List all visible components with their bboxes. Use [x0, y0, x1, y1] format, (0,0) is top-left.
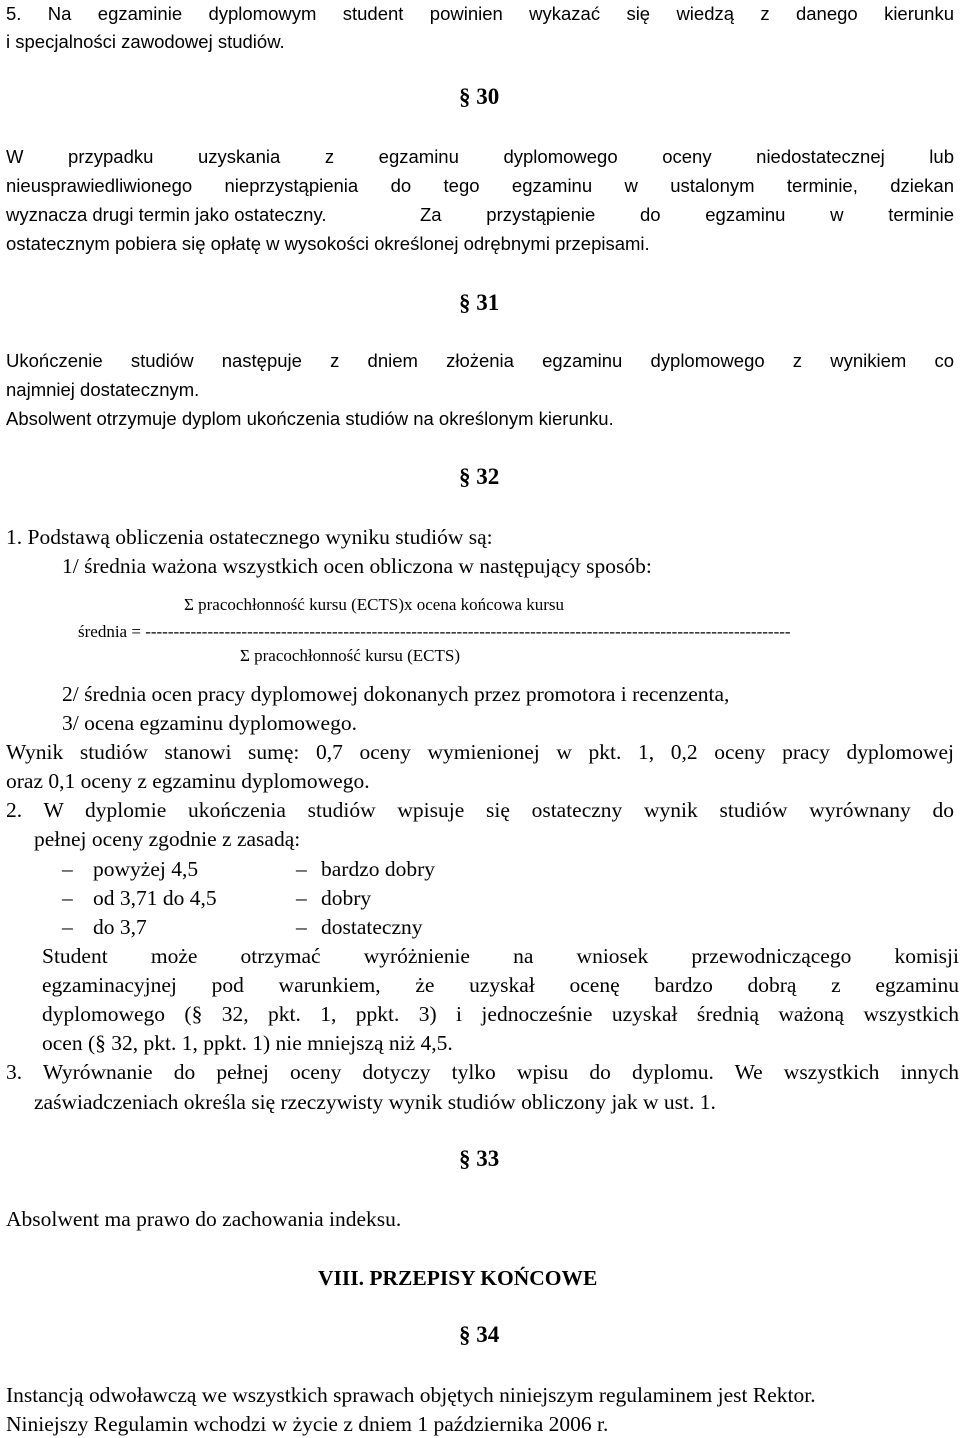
- grade-value: – bardzo dobry: [296, 857, 436, 881]
- s31-line-3: Absolwent otrzymuje dyplom ukończenia studiów na określonym kierunku.: [6, 408, 614, 429]
- formula-label: średnia =: [78, 622, 146, 641]
- grade-range: powyżej 4,5: [93, 857, 199, 881]
- grade-name: dostateczny: [321, 915, 423, 939]
- s30-line-4: ostatecznym pobiera się opłatę w wysokości określonej odrębnymi przepisami.: [6, 233, 650, 254]
- s30-line-2: nieusprawiedliwionego nieprzystąpienia do tego egzaminu w ustalonym terminie, dziekan: [6, 175, 954, 196]
- formula-line: [78, 618, 953, 646]
- s32-point-1-sub-2: 2/ średnia ocen pracy dyplomowej dokonanych przez promotora i recenzenta,: [62, 682, 730, 706]
- s30-line-3b: Za przystąpienie do egzaminu w terminie: [420, 204, 954, 225]
- s31-line-1: Ukończenie studiów następuje z dniem złożenia egzaminu dyplomowego z wynikiem co: [6, 350, 954, 371]
- s32-point-1: 1. Podstawą obliczenia ostatecznego wyniku studiów są:: [6, 525, 493, 549]
- s32-point-3-line-1: 3. Wyrównanie do pełnej oceny dotyczy tylko wpisu do dyplomu. We wszystkich innych: [6, 1060, 959, 1084]
- student-line-2: egzaminacyjnej pod warunkiem, że uzyskał ocenę bardzo dobrą z egzaminu: [42, 973, 959, 997]
- grade-range: od 3,71 do 4,5: [93, 886, 217, 910]
- point-5-line-1: 5. Na egzaminie dyplomowym student powinien wykazać się wiedzą z danego kierunku: [6, 3, 954, 24]
- grade-row: [62, 884, 217, 912]
- formula-numerator: Σ pracochłonność kursu (ECTS)x ocena końcowa kursu: [184, 595, 565, 614]
- dash-bullet: –: [62, 886, 73, 910]
- s32-point-2-line-1: 2. W dyplomie ukończenia studiów wpisuje się ostateczny wynik studiów wyrównany do: [6, 798, 954, 822]
- s34-line-2: Niniejszy Regulamin wchodzi w życie z dniem 1 października 2006 r.: [6, 1412, 609, 1436]
- grade-row: [62, 913, 147, 941]
- s32-point-1-sub-3: 3/ ocena egzaminu dyplomowego.: [62, 711, 357, 735]
- grade-value: – dostateczny: [296, 915, 423, 939]
- s32-wynik-line-1: Wynik studiów stanowi sumę: 0,7 oceny wymienionej w pkt. 1, 0,2 oceny pracy dyplomowej: [6, 740, 954, 764]
- grade-name: bardzo dobry: [321, 857, 436, 881]
- grade-value: – dobry: [296, 886, 372, 910]
- student-line-4: ocen (§ 32, pkt. 1, ppkt. 1) nie mniejszą niż 4,5.: [42, 1031, 453, 1055]
- dash-bullet: –: [62, 857, 73, 881]
- s30-line-1: W przypadku uzyskania z egzaminu dyplomowego oceny niedostatecznej lub: [6, 146, 954, 167]
- s30-line-3a: wyznacza drugi termin jako ostateczny.: [6, 204, 327, 225]
- s31-line-2: najmniej dostatecznym.: [6, 379, 200, 400]
- s33-text: Absolwent ma prawo do zachowania indeksu.: [6, 1207, 402, 1231]
- section-33-heading: § 33: [459, 1146, 500, 1171]
- s32-wynik-line-2: oraz 0,1 oceny z egzaminu dyplomowego.: [6, 769, 370, 793]
- grade-name: dobry: [321, 886, 372, 910]
- section-34-heading: § 34: [459, 1322, 500, 1347]
- student-line-3: dyplomowego (§ 32, pkt. 1, ppkt. 3) i jednocześnie uzyskał średnią ważoną wszystkich: [42, 1002, 959, 1026]
- dash-bullet: –: [62, 915, 73, 939]
- grade-range: do 3,7: [93, 915, 147, 939]
- student-line-1: Student może otrzymać wyróżnienie na wniosek przewodniczącego komisji: [42, 944, 959, 968]
- s34-line-1: Instancją odwoławczą we wszystkich sprawach objętych niniejszym regulaminem jest Rektor.: [6, 1383, 816, 1407]
- section-31-heading: § 31: [459, 290, 500, 315]
- s32-point-2-line-2: pełnej oceny zgodnie z zasadą:: [34, 827, 301, 851]
- section-32-heading: § 32: [459, 464, 500, 489]
- point-5-line-2: i specjalności zawodowej studiów.: [6, 31, 285, 52]
- formula-bar: ------------------------------------------------------------------------------------------------------------------: [145, 622, 791, 641]
- s32-point-1-sub-1: 1/ średnia ważona wszystkich ocen obliczona w następujący sposób:: [62, 554, 652, 578]
- chapter-title: VIII. PRZEPISY KOŃCOWE: [318, 1266, 598, 1290]
- section-30-heading: § 30: [459, 84, 500, 109]
- grade-row: [62, 855, 198, 883]
- formula-denominator: Σ pracochłonność kursu (ECTS): [240, 646, 460, 665]
- s32-point-3-line-2: zaświadczeniach określa się rzeczywisty wynik studiów obliczony jak w ust. 1.: [34, 1090, 716, 1114]
